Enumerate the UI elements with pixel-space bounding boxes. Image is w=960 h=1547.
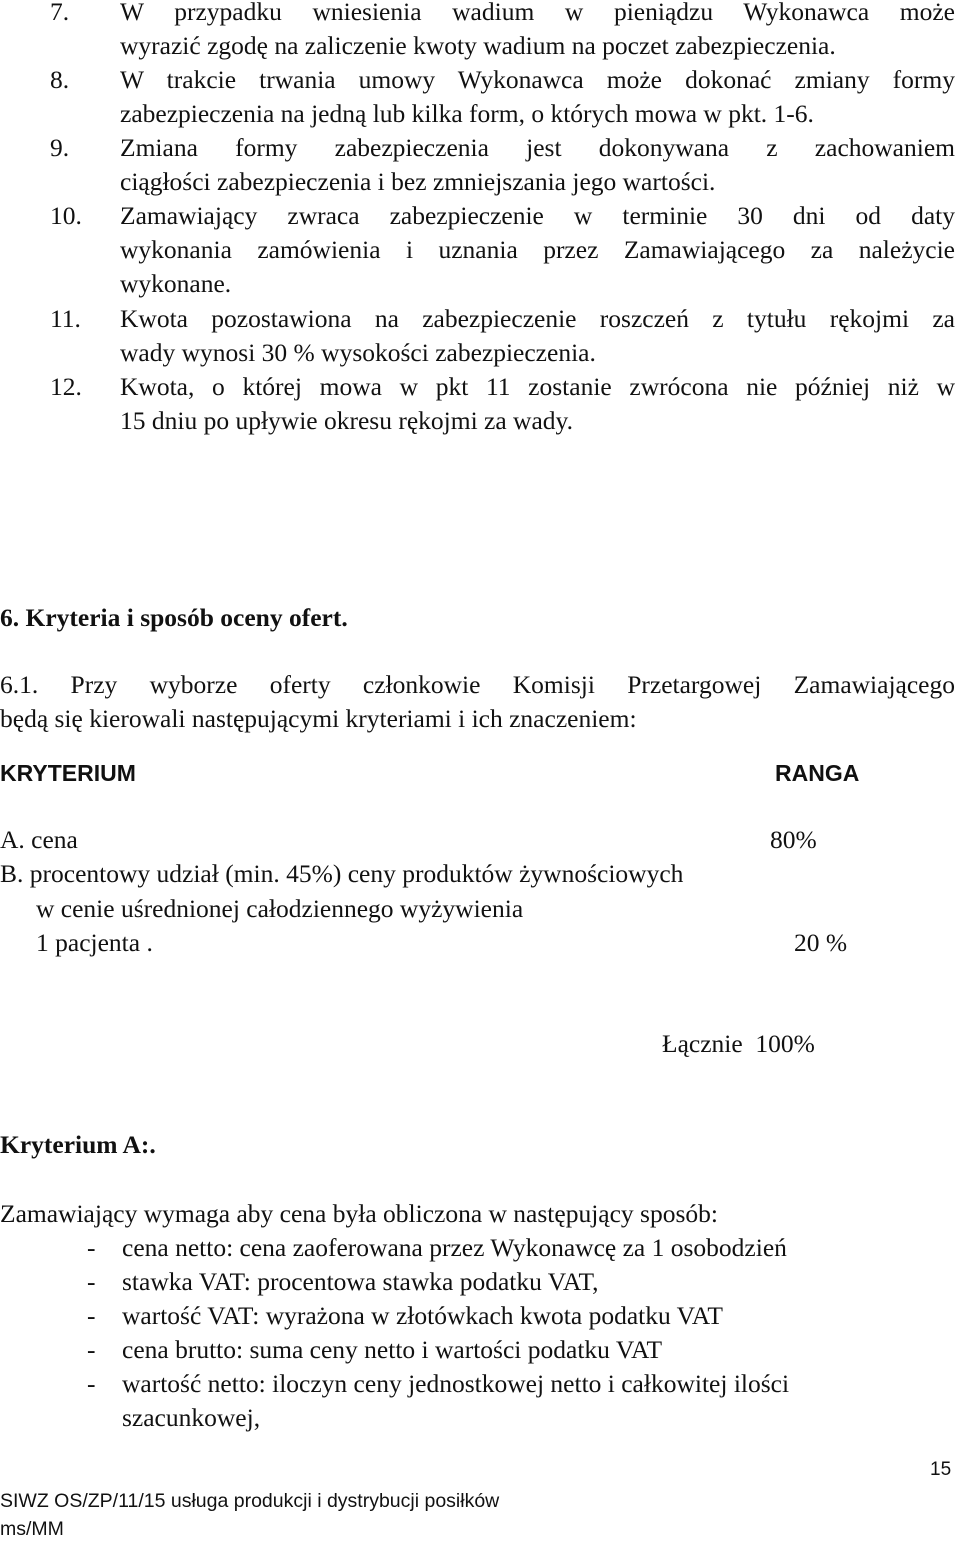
list-item: wartość VAT: wyrażona w złotówkach kwota podatku VAT	[122, 1301, 723, 1330]
item-line: ciągłości zabezpieczenia i bez zmniejszania jego wartości.	[120, 167, 716, 196]
list-item-continuation: szacunkowej,	[122, 1403, 261, 1432]
item-line: 15 dniu po upływie okresu rękojmi za wady.	[120, 406, 573, 435]
item-number: 10.	[50, 201, 82, 230]
item-number: 7.	[50, 0, 70, 26]
criterion-b-weight: 20 %	[794, 928, 848, 957]
item-number: 8.	[50, 65, 70, 94]
list-item: cena brutto: suma ceny netto i wartości podatku VAT	[122, 1335, 663, 1364]
footer-line: SIWZ OS/ZP/11/15 usługa produkcji i dystrybucji posiłków	[0, 1490, 500, 1512]
item-line: wykonania zamówienia i uznania przez Zamawiającego za należycie	[120, 235, 955, 264]
item-line: zabezpieczenia na jedną lub kilka form, o których mowa w pkt. 1-6.	[120, 99, 814, 128]
criterion-a-weight: 80%	[770, 825, 817, 854]
total-weight: Łącznie 100%	[662, 1029, 815, 1058]
column-header-criterion: KRYTERIUM	[0, 760, 136, 786]
paragraph-line: będą się kierowali następującymi kryteriami i ich znaczeniem:	[0, 704, 637, 733]
item-line: Zamawiający zwraca zabezpieczenie w terminie 30 dni od daty	[120, 201, 955, 230]
item-number: 11.	[50, 304, 81, 333]
dash-bullet: -	[87, 1267, 96, 1296]
item-line: Kwota pozostawiona na zabezpieczenie roszczeń z tytułu rękojmi za	[120, 304, 955, 333]
column-header-weight: RANGA	[775, 760, 860, 786]
dash-bullet: -	[87, 1335, 96, 1364]
list-item: cena netto: cena zaoferowana przez Wykonawcę za 1 osobodzień	[122, 1233, 787, 1262]
item-line: Zmiana formy zabezpieczenia jest dokonywana z zachowaniem	[120, 133, 955, 162]
page-number: 15	[930, 1459, 952, 1480]
item-line: wykonane.	[120, 269, 232, 298]
item-line: wady wynosi 30 % wysokości zabezpieczenia.	[120, 338, 596, 367]
item-line: Kwota, o której mowa w pkt 11 zostanie zwrócona nie później niż w	[120, 372, 955, 401]
item-line: W trakcie trwania umowy Wykonawca może dokonać zmiany formy	[120, 65, 955, 94]
item-line: W przypadku wniesienia wadium w pieniądzu Wykonawca może	[120, 0, 955, 26]
dash-bullet: -	[87, 1301, 96, 1330]
item-line: wyrazić zgodę na zaliczenie kwoty wadium na poczet zabezpieczenia.	[120, 31, 836, 60]
criterion-b-label: 1 pacjenta .	[36, 928, 153, 957]
list-item: stawka VAT: procentowa stawka podatku VAT,	[122, 1267, 599, 1296]
section-heading: 6. Kryteria i sposób oceny ofert.	[0, 603, 348, 632]
list-item: wartość netto: iloczyn ceny jednostkowej netto i całkowitej ilości	[122, 1369, 790, 1398]
criterion-b-label: w cenie uśrednionej całodziennego wyżywienia	[36, 894, 524, 923]
dash-bullet: -	[87, 1233, 96, 1262]
criterion-a-label: A. cena	[0, 825, 78, 854]
criterion-a-intro: Zamawiający wymaga aby cena była obliczona w następujący sposób:	[0, 1199, 718, 1228]
criterion-a-heading: Kryterium A:.	[0, 1130, 156, 1159]
criterion-b-label: B. procentowy udział (min. 45%) ceny produktów żywnościowych	[0, 859, 684, 888]
paragraph-line: 6.1. Przy wyborze oferty członkowie Komisji Przetargowej Zamawiającego	[0, 670, 955, 699]
item-number: 9.	[50, 133, 70, 162]
item-number: 12.	[50, 372, 82, 401]
dash-bullet: -	[87, 1369, 96, 1398]
footer-line: ms/MM	[0, 1518, 64, 1540]
